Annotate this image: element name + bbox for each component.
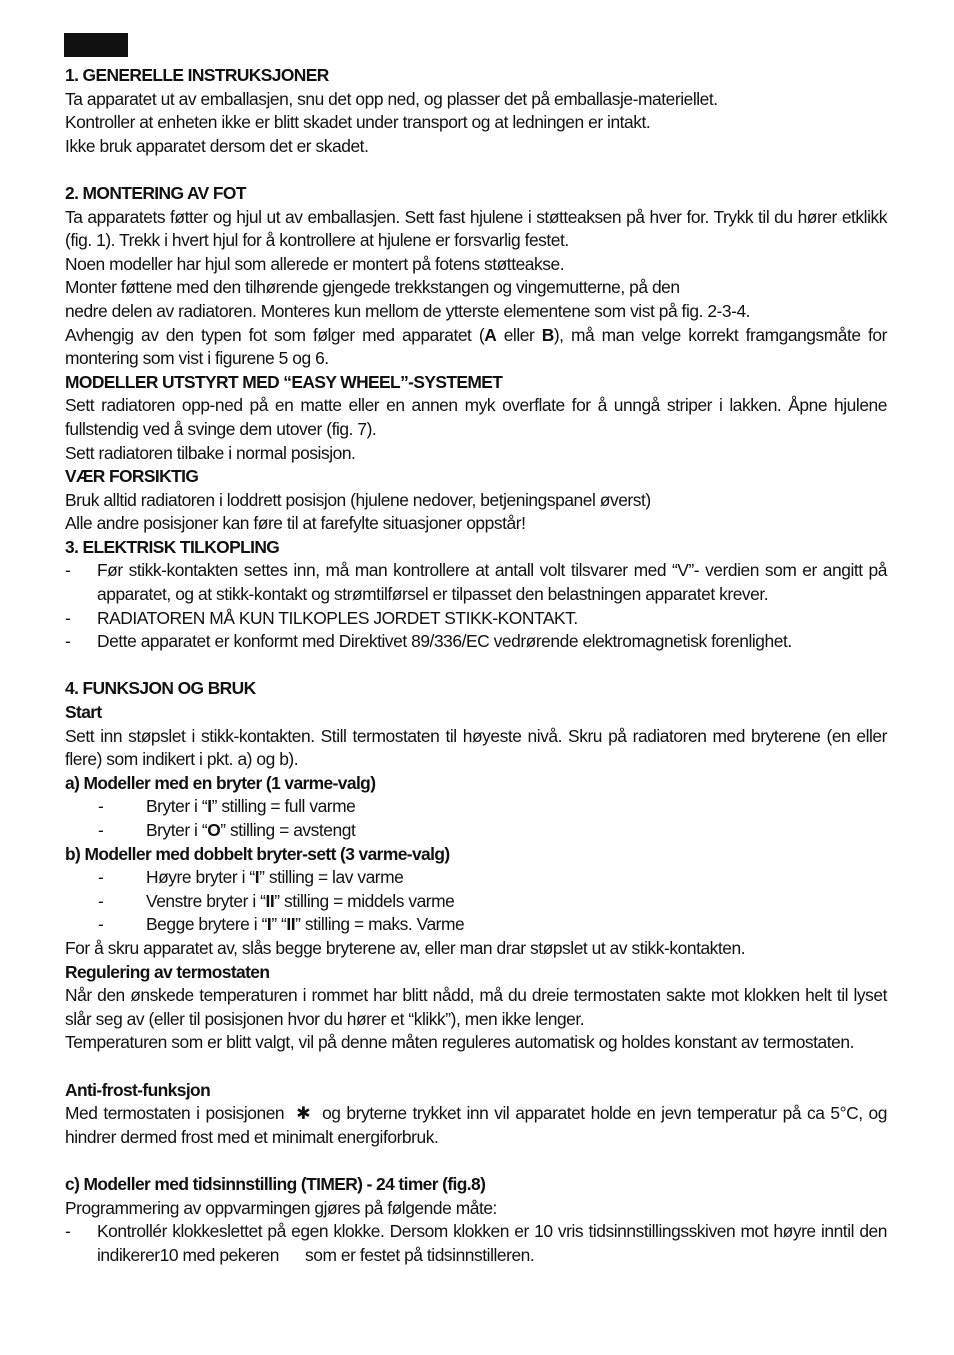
single-switch-heading: a) Modeller med en bryter (1 varme-valg) xyxy=(65,772,376,793)
page-tab-marker xyxy=(64,33,128,57)
s2-paragraph-5: Avhengig av den typen fot som følger med apparatet (A eller B), må man velge korrekt framgangsmåte for montering som vist i figurene 5 og 6. xyxy=(65,324,887,369)
bullet-dash: - xyxy=(98,820,104,840)
list-item xyxy=(65,819,887,843)
timer-heading: c) Modeller med tidsinnstilling (TIMER) - 24 timer (fig.8) xyxy=(65,1173,486,1194)
easy-wheel-paragraph: Sett radiatoren opp-ned på en matte eller en annen myk overflate for å unngå striper i lakken. Åpne hjulene fullstendig ved å svinge dem utover (fig. 7). xyxy=(65,395,887,439)
list-item-text: Høyre bryter i “I” stilling = lav varme xyxy=(146,867,404,888)
list-item-text: Venstre bryter i “II” stilling = middels varme xyxy=(146,890,455,911)
start-paragraph: Sett inn støpslet i stikk-kontakten. Still termostaten til høyeste nivå. Skru på radiatoren med bryterene (en eller flere) som indikert i pkt. a) og b). xyxy=(65,725,887,770)
bullet-dash: - xyxy=(98,890,104,911)
antifrost-heading: Anti-frost-funksjon xyxy=(65,1079,211,1100)
list-item xyxy=(65,559,887,606)
s1-line-2: Kontroller at enheten ikke er blitt skadet under transport og at ledningen er intakt. xyxy=(65,112,651,133)
thermostat-heading: Regulering av termostaten xyxy=(65,961,270,982)
list-item xyxy=(65,795,887,819)
switch-off-paragraph: For å skru apparatet av, slås begge bryterene av, eller man drar støpslet ut av stikk-kontakten. xyxy=(65,937,746,958)
bullet-dash: - xyxy=(65,560,71,581)
section-3-heading: 3. ELEKTRISK TILKOPLING xyxy=(65,536,280,557)
thermostat-paragraph-2: Temperaturen som er blitt valgt, vil på denne måten reguleres automatisk og holdes konstant av termostaten. xyxy=(65,1032,854,1053)
start-heading: Start xyxy=(65,702,102,723)
list-item-text: Begge brytere i “I” “II” stilling = maks. Varme xyxy=(146,914,465,935)
double-switch-heading: b) Modeller med dobbelt bryter-sett (3 varme-valg) xyxy=(65,843,450,864)
list-item xyxy=(65,913,887,937)
bullet-dash: - xyxy=(98,914,104,935)
caution-heading: VÆR FORSIKTIG xyxy=(65,466,199,487)
caution-line-2: Alle andre posisjoner kan føre til at farefylte situasjoner oppstår! xyxy=(65,513,526,534)
snowflake-icon: ✱ xyxy=(296,1103,311,1124)
list-item xyxy=(65,1220,887,1267)
list-item xyxy=(65,866,887,890)
antifrost-paragraph: Med termostaten i posisjonen ✱ og bryterne trykket inn vil apparatet holde en jevn temperatur på ca 5°C, og hindrer dermed frost med et minimalt energiforbruk. xyxy=(65,1103,887,1147)
s2-paragraph-1: Ta apparatets føtter og hjul ut av emballasjen. Sett fast hjulene i støtteaksen på hver for. Trykk til du hører etklikk (fig. 1). Trekk i hvert hjul for å kontrollere at hjulene er forsvarlig festet. xyxy=(65,206,887,251)
manual-page xyxy=(65,64,887,1267)
list-item-text: RADIATOREN MÅ KUN TILKOPLES JORDET STIKK-KONTAKT. xyxy=(97,607,578,628)
s2-line-4: nedre delen av radiatoren. Monteres kun mellom de ytterste elementene som vist på fig. 2-3-4. xyxy=(65,300,751,321)
section-4-heading: 4. FUNKSJON OG BRUK xyxy=(65,678,256,699)
s2-line-3: Monter føttene med den tilhørende gjengede trekkstangen og vingemutterne, på den xyxy=(65,277,680,298)
bullet-dash: - xyxy=(65,1221,71,1242)
section-1-heading: 1. GENERELLE INSTRUKSJONER xyxy=(65,65,329,85)
section-2-heading: 2. MONTERING AV FOT xyxy=(65,182,246,203)
bullet-dash: - xyxy=(98,867,104,888)
list-item-text: Kontrollér klokkeslettet på egen klokke. Dersom klokken er 10 vris tidsinnstillingsskiven mot høyre inntil den indikerer10 med pekeren som er festet på tidsinnstilleren. xyxy=(97,1221,887,1265)
caution-line-1: Bruk alltid radiatoren i loddrett posisjon (hjulene nedover, betjeningspanel øverst) xyxy=(65,489,651,510)
s2-line-2: Noen modeller har hjul som allerede er montert på fotens støtteakse. xyxy=(65,253,565,274)
bullet-dash: - xyxy=(98,796,104,817)
list-item-text: Dette apparatet er konformt med Direktivet 89/336/EC vedrørende elektromagnetisk forenlighet. xyxy=(97,631,792,652)
bullet-dash: - xyxy=(65,631,71,652)
list-item xyxy=(65,630,887,654)
timer-line-1: Programmering av oppvarmingen gjøres på følgende måte: xyxy=(65,1197,497,1218)
s1-line-1: Ta apparatet ut av emballasjen, snu det opp ned, og plasser det på emballasje-materiellet. xyxy=(65,88,718,109)
list-item-text: Bryter i “O” stilling = avstengt xyxy=(146,820,356,840)
thermostat-paragraph-1: Når den ønskede temperaturen i rommet har blitt nådd, må du dreie termostaten sakte mot klokken helt til lyset slår seg av (eller til posisjonen hvor du hører et “klikk”), men ikke lenger. xyxy=(65,985,887,1029)
easy-wheel-heading: MODELLER UTSTYRT MED “EASY WHEEL”-SYSTEMET xyxy=(65,371,503,392)
list-item-text: Bryter i “I” stilling = full varme xyxy=(146,796,356,817)
easy-wheel-line-2: Sett radiatoren tilbake i normal posisjon. xyxy=(65,442,356,463)
list-item xyxy=(65,607,887,631)
s1-line-3: Ikke bruk apparatet dersom det er skadet. xyxy=(65,135,369,156)
bullet-dash: - xyxy=(65,607,71,628)
list-item-text: Før stikk-kontakten settes inn, må man kontrollere at antall volt tilsvarer med “V”- verdien som er angitt på apparatet, og at stikk-kontakt og strømtilførsel er tilpasset den belastningen apparatet krever. xyxy=(97,560,887,605)
list-item xyxy=(65,890,887,914)
